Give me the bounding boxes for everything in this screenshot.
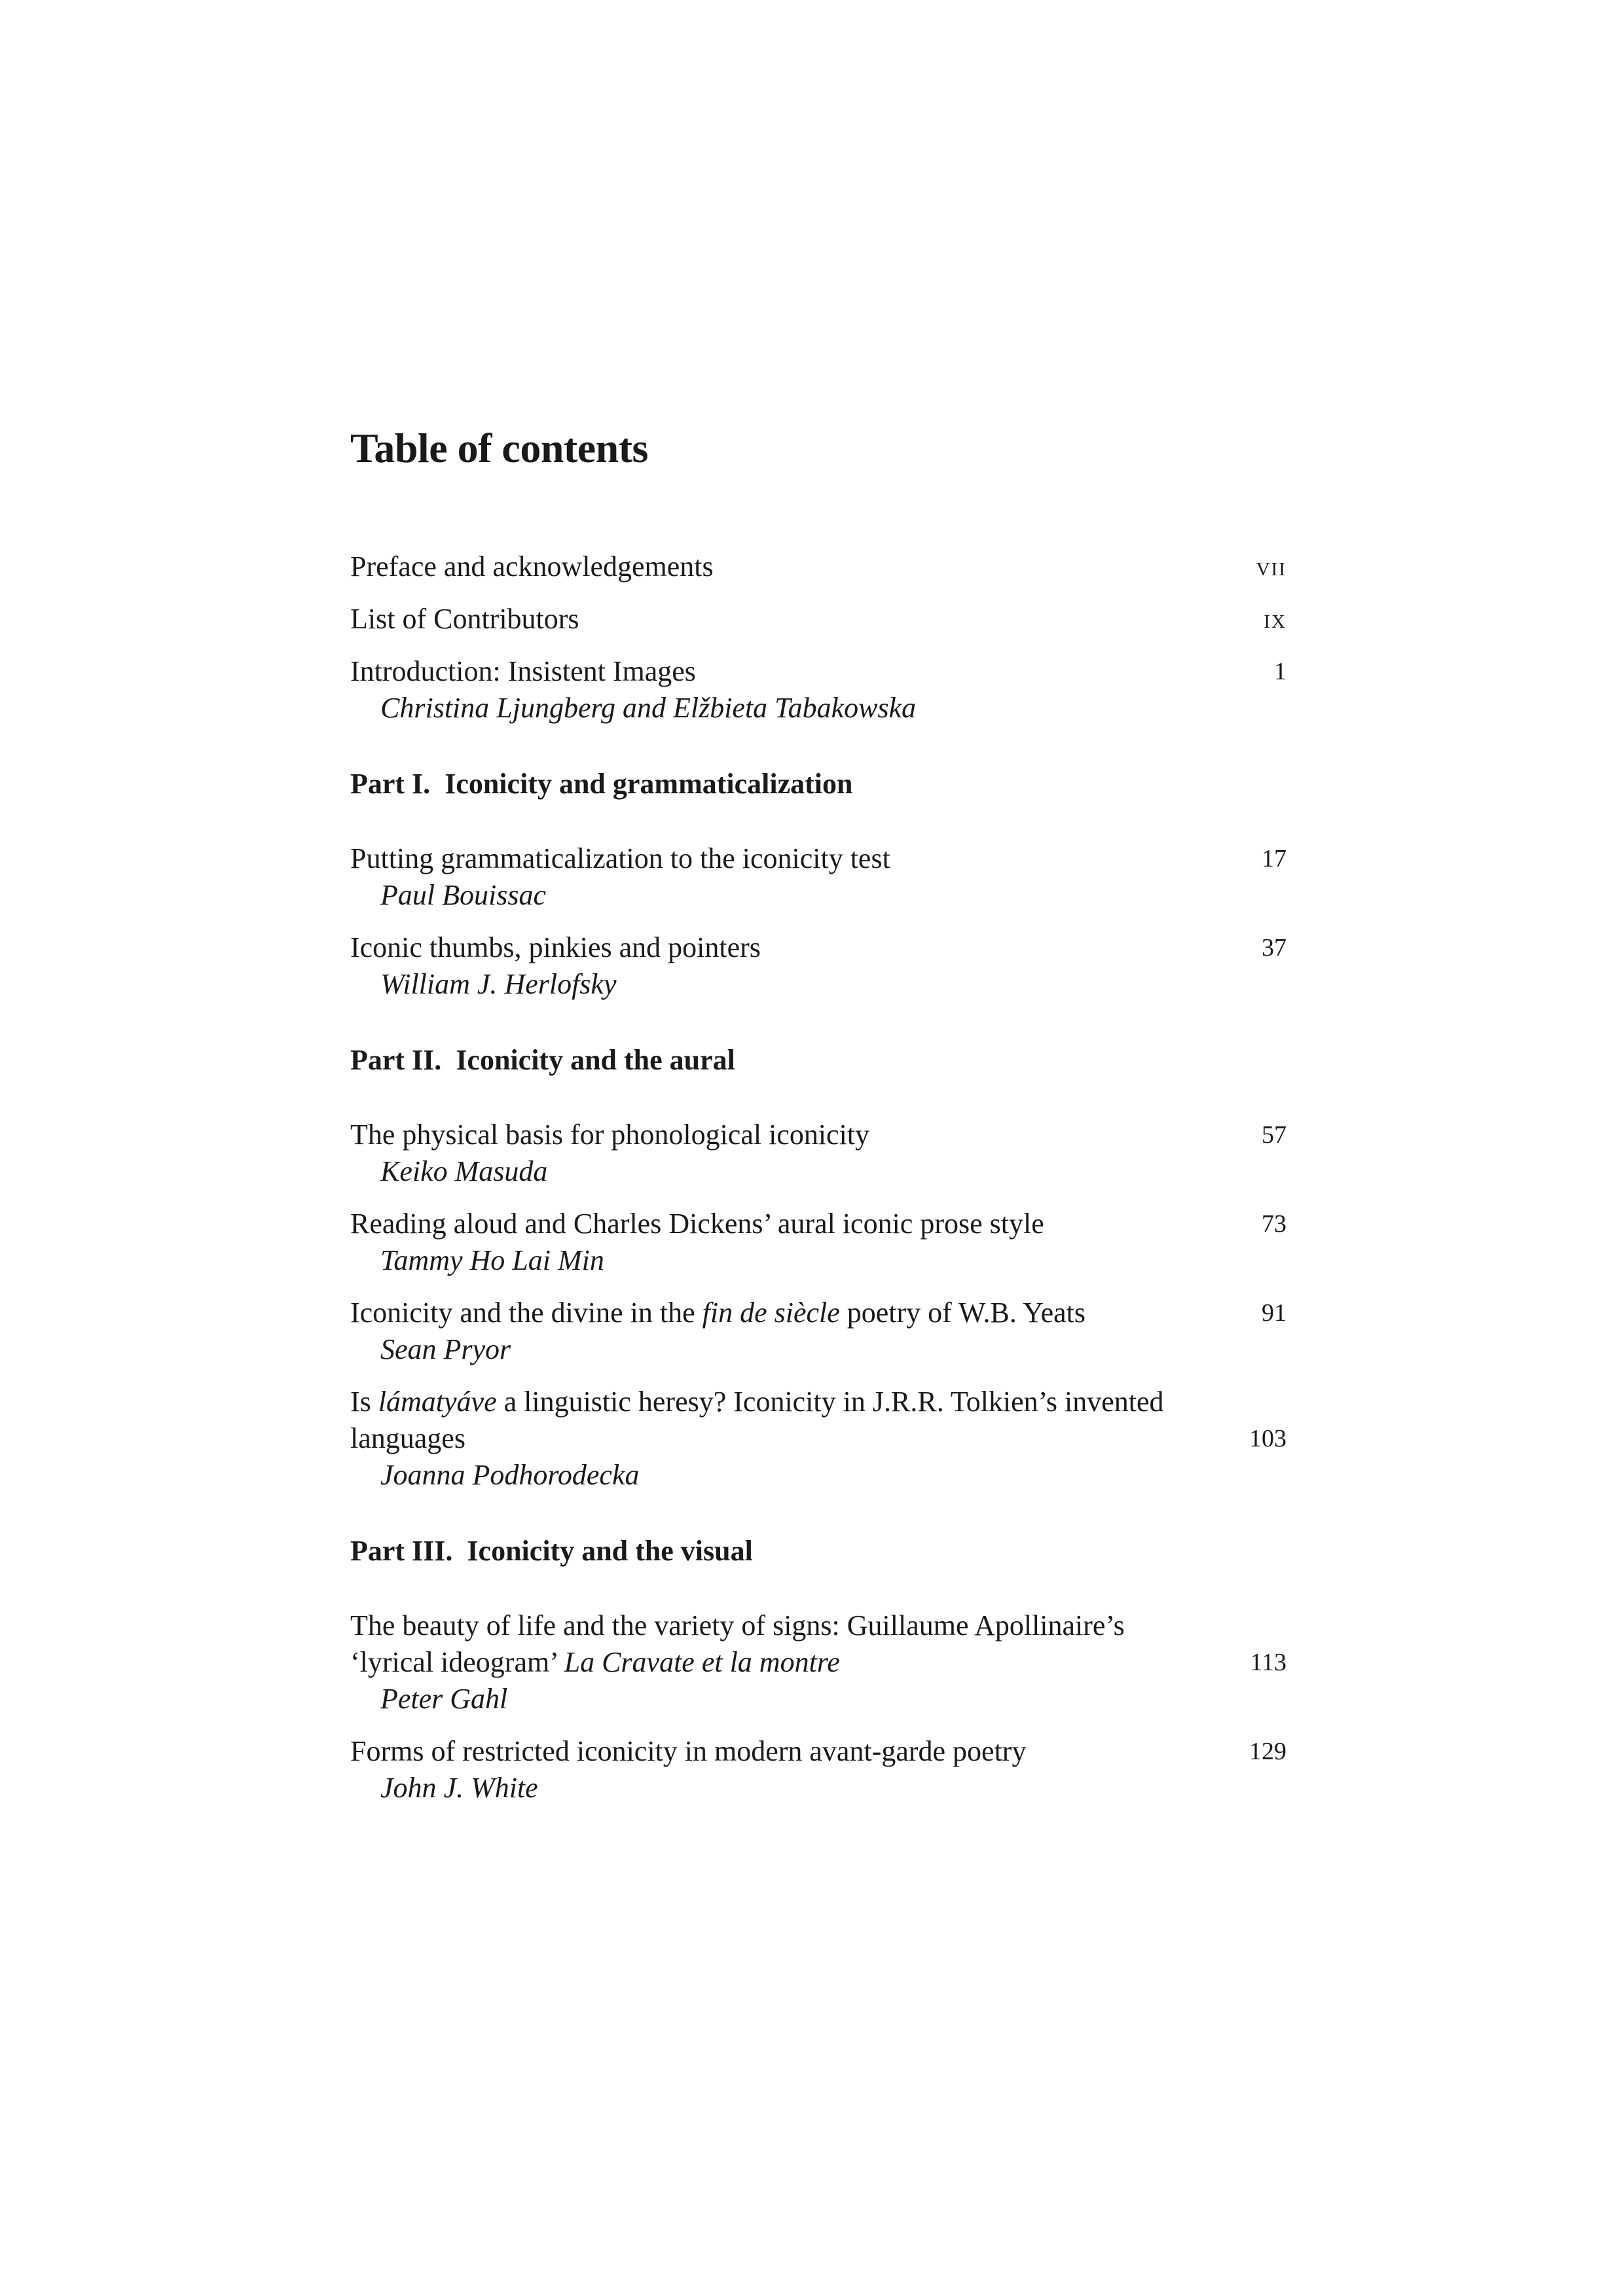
entry-author: Joanna Podhorodecka — [380, 1459, 640, 1491]
front-matter-list — [350, 548, 1286, 726]
entry-title: Putting grammaticalization to the iconicity test — [350, 842, 890, 874]
entry-page-number: 103 — [1249, 1425, 1286, 1452]
entry-title: Reading aloud and Charles Dickens’ aural iconic prose style — [350, 1208, 1044, 1240]
entry-title: Preface and acknowledgements — [350, 550, 714, 583]
page-title: Table of contents — [350, 425, 648, 471]
toc-entry[interactable] — [350, 1117, 1286, 1190]
entry-title — [350, 1384, 1197, 1457]
entry-title-part: poetry of W.B. Yeats — [839, 1297, 1086, 1329]
part-name: Iconicity and grammaticalization — [445, 768, 853, 800]
entry-author: Keiko Masuda — [380, 1155, 548, 1187]
entry-page-number: 57 — [1262, 1121, 1286, 1149]
toc-entry[interactable] — [350, 1607, 1286, 1717]
part-label: Part I. — [350, 768, 431, 800]
entry-author: William J. Herlofsky — [380, 968, 617, 1000]
toc-entry[interactable] — [350, 929, 1286, 1003]
entry-title-part: a linguistic heresy? Iconicity in J.R.R. Tolkien’s invented languages — [350, 1386, 1164, 1454]
entry-page-number: vii — [1256, 552, 1286, 582]
toc-entry[interactable] — [350, 840, 1286, 914]
entry-title-italic: fin de siècle — [702, 1297, 840, 1329]
toc-entry[interactable] — [350, 1206, 1286, 1279]
table-of-contents-page — [350, 419, 1286, 1822]
entry-author: Sean Pryor — [380, 1333, 511, 1365]
entry-title: Introduction: Insistent Images — [350, 655, 696, 687]
entry-page-number: 37 — [1262, 934, 1286, 961]
part-label: Part II. — [350, 1044, 442, 1076]
entry-page-number: ix — [1264, 604, 1286, 634]
entry-title-italic: lámatyáve — [378, 1386, 497, 1418]
entry-page-number: 129 — [1249, 1738, 1286, 1765]
entry-title: Forms of restricted iconicity in modern avant-garde poetry — [350, 1735, 1027, 1767]
toc-entry[interactable] — [350, 1733, 1286, 1806]
entry-page-number: 1 — [1274, 658, 1286, 685]
entry-author: Paul Bouissac — [380, 879, 546, 911]
toc-entry[interactable] — [350, 653, 1286, 726]
part-heading — [350, 1042, 1286, 1079]
entry-title: The physical basis for phonological iconicity — [350, 1119, 870, 1151]
entry-page-number: 113 — [1250, 1649, 1286, 1676]
toc-entry[interactable] — [350, 601, 1286, 637]
toc-entry[interactable] — [350, 548, 1286, 585]
entry-title: List of Contributors — [350, 603, 579, 635]
part-heading — [350, 1533, 1286, 1570]
entry-author: Peter Gahl — [380, 1683, 508, 1715]
part-label: Part III. — [350, 1535, 453, 1567]
entry-author: Christina Ljungberg and Elžbieta Tabakowska — [380, 692, 917, 724]
toc-entry[interactable] — [350, 1384, 1286, 1494]
toc-entry[interactable] — [350, 1295, 1286, 1368]
entry-page-number: 91 — [1262, 1299, 1286, 1327]
part-name: Iconicity and the visual — [467, 1535, 753, 1567]
entry-author: John J. White — [380, 1772, 538, 1804]
entry-title-part: The beauty of life and the variety of signs: Guillaume Apollinaire’s ‘lyrical ideogram’ — [350, 1609, 1125, 1678]
part-name: Iconicity and the aural — [456, 1044, 735, 1076]
entry-title: Iconic thumbs, pinkies and pointers — [350, 931, 761, 963]
entry-title — [350, 1295, 1209, 1331]
entry-title — [350, 1607, 1197, 1681]
entry-page-number: 17 — [1262, 845, 1286, 872]
entry-page-number: 73 — [1262, 1210, 1286, 1238]
entry-title-part: Iconicity and the divine in the — [350, 1297, 702, 1329]
part-heading — [350, 766, 1286, 802]
entry-title-part: Is — [350, 1386, 378, 1418]
entry-author: Tammy Ho Lai Min — [380, 1244, 604, 1276]
entry-title-italic: La Cravate et la montre — [564, 1646, 840, 1678]
